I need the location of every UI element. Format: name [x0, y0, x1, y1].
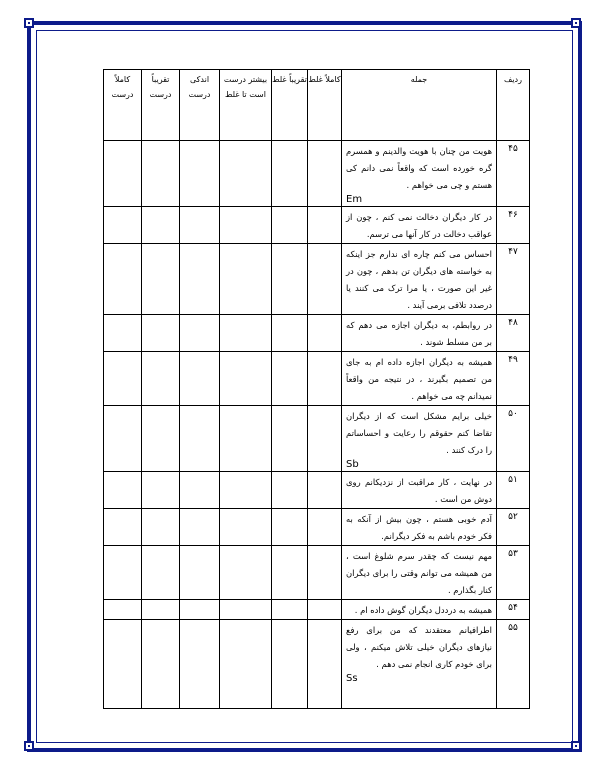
statement-cell [342, 352, 497, 406]
answer-cell[interactable] [220, 620, 272, 709]
scale-code: Em [346, 194, 363, 205]
statement-text: احساس می کنم چاره ای ندارم جز اینکه به خواسته های دیگران تن بدهم ، چون در غیر این صورت ، یا مرا ترک می کنند یا درصدد تلافی برمی آیند . [346, 249, 492, 310]
answer-cell[interactable] [308, 620, 342, 709]
answer-cell[interactable] [272, 141, 308, 207]
table-row [104, 472, 530, 509]
answer-cell[interactable] [272, 315, 308, 352]
answer-cell[interactable] [180, 406, 220, 472]
scale-code: Ss [346, 673, 358, 684]
answer-cell[interactable] [220, 509, 272, 546]
table-row [104, 509, 530, 546]
answer-cell[interactable] [180, 509, 220, 546]
row-number: ۵۲ [497, 509, 530, 546]
statement-text: هویت من چنان با هویت والدینم و همسرم گره خورده است که واقعاً نمی دانم کی هستم و چی می خواهم . [346, 146, 492, 190]
row-number: ۵۳ [497, 546, 530, 600]
answer-cell[interactable] [272, 244, 308, 315]
answer-cell[interactable] [272, 472, 308, 509]
statement-cell [342, 546, 497, 600]
answer-cell[interactable] [272, 406, 308, 472]
statement-text: همیشه به دیگران اجازه داده ام به جای من تصمیم بگیرند ، در نتیجه من واقعاً نمیدانم چه می خواهم . [346, 357, 492, 401]
answer-cell[interactable] [180, 352, 220, 406]
row-number: ۴۷ [497, 244, 530, 315]
row-number: ۴۹ [497, 352, 530, 406]
corner-ornament-top-right [571, 18, 581, 28]
row-number: ۴۵ [497, 141, 530, 207]
answer-cell[interactable] [220, 352, 272, 406]
header-more-true-than-false: بیشتر درست است تا غلط [220, 70, 272, 141]
statement-text: در روابطم، به دیگران اجازه می دهم که بر من مسلط شوند . [346, 320, 492, 347]
answer-cell[interactable] [308, 406, 342, 472]
statement-cell [342, 600, 497, 620]
answer-cell[interactable] [180, 472, 220, 509]
answer-cell[interactable] [142, 141, 180, 207]
header-statement: جمله [342, 70, 497, 141]
header-mostly-true: تقریباً درست [142, 70, 180, 141]
header-completely-true: کاملاً درست [104, 70, 142, 141]
answer-cell[interactable] [308, 315, 342, 352]
header-row-number: ردیف [497, 70, 530, 141]
answer-cell[interactable] [142, 315, 180, 352]
answer-cell[interactable] [220, 546, 272, 600]
table-row [104, 352, 530, 406]
statement-cell [342, 406, 497, 472]
statement-text: مهم نیست که چقدر سرم شلوغ است ، من همیشه می توانم وقتی را برای دیگران کنار بگذارم . [346, 551, 492, 595]
answer-cell[interactable] [104, 207, 142, 244]
answer-cell[interactable] [142, 546, 180, 600]
answer-cell[interactable] [104, 406, 142, 472]
answer-cell[interactable] [308, 244, 342, 315]
table-row [104, 620, 530, 709]
table-row [104, 600, 530, 620]
answer-cell[interactable] [180, 315, 220, 352]
answer-cell[interactable] [180, 207, 220, 244]
answer-cell[interactable] [142, 406, 180, 472]
answer-cell[interactable] [308, 546, 342, 600]
row-number: ۵۵ [497, 620, 530, 709]
answer-cell[interactable] [220, 244, 272, 315]
answer-cell[interactable] [180, 244, 220, 315]
answer-cell[interactable] [104, 600, 142, 620]
corner-ornament-bottom-left [24, 741, 34, 751]
answer-cell[interactable] [272, 509, 308, 546]
scale-code: Sb [346, 459, 359, 470]
answer-cell[interactable] [272, 546, 308, 600]
row-number: ۵۰ [497, 406, 530, 472]
corner-ornament-bottom-right [571, 741, 581, 751]
answer-cell[interactable] [104, 352, 142, 406]
statement-cell [342, 244, 497, 315]
statement-cell [342, 509, 497, 546]
answer-cell[interactable] [104, 315, 142, 352]
answer-cell[interactable] [142, 600, 180, 620]
table-header-row [104, 70, 530, 141]
answer-cell[interactable] [272, 207, 308, 244]
answer-cell[interactable] [272, 600, 308, 620]
table-row [104, 141, 530, 207]
answer-cell[interactable] [142, 472, 180, 509]
answer-cell[interactable] [142, 620, 180, 709]
row-number: ۴۶ [497, 207, 530, 244]
answer-cell[interactable] [220, 472, 272, 509]
corner-ornament-top-left [24, 18, 34, 28]
table-row [104, 406, 530, 472]
answer-cell[interactable] [220, 600, 272, 620]
answer-cell[interactable] [180, 600, 220, 620]
answer-cell[interactable] [180, 620, 220, 709]
statement-cell [342, 315, 497, 352]
statement-text: در نهایت ، کار مراقبت از نزدیکانم روی دوش من است . [346, 477, 492, 504]
answer-cell[interactable] [142, 509, 180, 546]
answer-cell[interactable] [104, 620, 142, 709]
answer-cell[interactable] [272, 352, 308, 406]
answer-cell[interactable] [142, 352, 180, 406]
header-mostly-false: تقریباً غلط [272, 70, 308, 141]
questionnaire-table [103, 69, 530, 709]
answer-cell[interactable] [180, 546, 220, 600]
table-row [104, 207, 530, 244]
answer-cell[interactable] [308, 472, 342, 509]
answer-cell[interactable] [104, 472, 142, 509]
answer-cell[interactable] [104, 509, 142, 546]
answer-cell[interactable] [308, 207, 342, 244]
table-row [104, 244, 530, 315]
statement-text: در کار دیگران دخالت نمی کنم ، چون از عواقب دخالت در کار آنها می ترسم. [346, 212, 492, 239]
answer-cell[interactable] [104, 141, 142, 207]
row-number: ۵۴ [497, 600, 530, 620]
answer-cell[interactable] [180, 141, 220, 207]
statement-cell [342, 141, 497, 207]
statement-text: خیلی برایم مشکل است که از دیگران تقاضا کنم حقوقم را رعایت و احساساتم را درک کنند . [346, 411, 492, 455]
answer-cell[interactable] [142, 207, 180, 244]
row-number: ۵۱ [497, 472, 530, 509]
header-slightly-true: اندکی درست [180, 70, 220, 141]
answer-cell[interactable] [220, 315, 272, 352]
answer-cell[interactable] [272, 620, 308, 709]
row-number: ۴۸ [497, 315, 530, 352]
answer-cell[interactable] [104, 244, 142, 315]
answer-cell[interactable] [308, 509, 342, 546]
statement-cell [342, 207, 497, 244]
answer-cell[interactable] [308, 352, 342, 406]
statement-cell [342, 472, 497, 509]
answer-cell[interactable] [220, 406, 272, 472]
answer-cell[interactable] [142, 244, 180, 315]
answer-cell[interactable] [220, 207, 272, 244]
answer-cell[interactable] [308, 141, 342, 207]
table-row [104, 546, 530, 600]
statement-text: آدم خوبی هستم ، چون بیش از آنکه به فکر خودم باشم به فکر دیگرانم. [346, 514, 492, 541]
statement-text: اطرافیانم معتقدند که من برای رفع نیازهای دیگران خیلی تلاش میکنم ، ولی برای خودم کاری انجام نمی دهم . [346, 625, 492, 669]
header-completely-false: کاملاً غلط [308, 70, 342, 141]
answer-cell[interactable] [104, 546, 142, 600]
answer-cell[interactable] [220, 141, 272, 207]
statement-text: همیشه به درددل دیگران گوش داده ام . [354, 605, 492, 615]
answer-cell[interactable] [308, 600, 342, 620]
statement-cell [342, 620, 497, 709]
table-row [104, 315, 530, 352]
